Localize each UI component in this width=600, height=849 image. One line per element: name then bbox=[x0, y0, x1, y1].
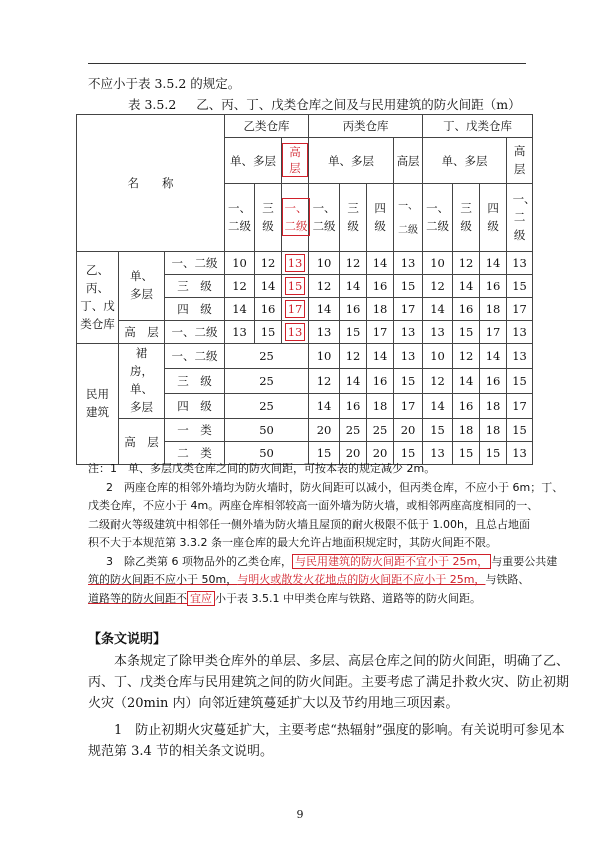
table-cell: 12 bbox=[453, 252, 480, 275]
table-cell: 12 bbox=[340, 252, 367, 275]
table-cell: 16 bbox=[480, 275, 507, 298]
bing-high-grade-header: 一、二级 bbox=[394, 184, 423, 252]
highlight-edit: 宜应 bbox=[187, 591, 215, 606]
table-cell: 15 bbox=[394, 369, 423, 394]
table-cell: 14 bbox=[367, 252, 394, 275]
table-cell: 14 bbox=[309, 298, 340, 321]
yi-high-header: 高层 bbox=[282, 138, 309, 184]
table-cell: 13 bbox=[507, 321, 533, 344]
table-cell: 18 bbox=[480, 298, 507, 321]
row-label: 一 类 bbox=[165, 419, 225, 442]
yi-high-grade-header: 一、二级 bbox=[282, 184, 309, 252]
yi-high-label: 高 层 bbox=[119, 321, 165, 344]
min-category-label: 民用建筑 bbox=[77, 344, 119, 465]
table-notes bbox=[88, 460, 564, 608]
bing-high-header: 高层 bbox=[394, 138, 423, 184]
table-cell: 16 bbox=[453, 298, 480, 321]
table-cell: 25 bbox=[225, 369, 309, 394]
table-cell: 13 bbox=[394, 252, 423, 275]
note-1: 注：1 单、多层戊类仓库之间的防火间距，可按本表的规定减少 2m。 bbox=[88, 462, 436, 475]
ding-high-header: 高层 bbox=[507, 138, 533, 184]
table-cell: 14 bbox=[423, 298, 453, 321]
bing-grade12-header: 一、二级 bbox=[309, 184, 340, 252]
name-header-cell: 名 称 bbox=[77, 115, 225, 252]
row-label: 一、二级 bbox=[165, 321, 225, 344]
table-cell: 14 bbox=[340, 275, 367, 298]
table-cell: 14 bbox=[309, 394, 340, 419]
table-cell: 20 bbox=[394, 419, 423, 442]
table-cell: 13 bbox=[507, 344, 533, 369]
table-cell: 25 bbox=[340, 419, 367, 442]
table-cell: 17 bbox=[507, 394, 533, 419]
table-cell: 13 bbox=[225, 321, 255, 344]
row-label: 三 级 bbox=[165, 275, 225, 298]
table-cell: 14 bbox=[423, 394, 453, 419]
table-cell: 12 bbox=[255, 252, 282, 275]
table-cell: 15 bbox=[423, 419, 453, 442]
row-label: 一、二级 bbox=[165, 344, 225, 369]
table-cell: 13 bbox=[394, 321, 423, 344]
table-cell: 12 bbox=[309, 369, 340, 394]
table-cell: 10 bbox=[423, 344, 453, 369]
table-cell: 16 bbox=[453, 394, 480, 419]
table-title: 乙、丙、丁、戊类仓库之间及与民用建筑的防火间距（m） bbox=[196, 97, 521, 112]
table-cell-highlighted: 15 bbox=[282, 275, 309, 298]
table-cell: 15 bbox=[394, 442, 423, 465]
table-cell: 14 bbox=[480, 252, 507, 275]
row-label: 四 级 bbox=[165, 394, 225, 419]
table-cell: 15 bbox=[453, 442, 480, 465]
table-cell: 16 bbox=[340, 394, 367, 419]
table-cell: 17 bbox=[480, 321, 507, 344]
table-cell: 16 bbox=[367, 369, 394, 394]
table-cell: 17 bbox=[394, 394, 423, 419]
bing-grade4-header: 四级 bbox=[367, 184, 394, 252]
table-cell: 14 bbox=[255, 275, 282, 298]
table-cell: 10 bbox=[309, 344, 340, 369]
fire-distance-table bbox=[76, 114, 536, 465]
table-cell: 15 bbox=[453, 321, 480, 344]
table-cell: 18 bbox=[480, 419, 507, 442]
table-cell: 25 bbox=[367, 419, 394, 442]
table-cell: 16 bbox=[480, 369, 507, 394]
table-cell: 10 bbox=[225, 252, 255, 275]
table-cell: 14 bbox=[453, 275, 480, 298]
table-cell: 50 bbox=[225, 419, 309, 442]
explanation-paragraph-2: 1 防止初期火灾蔓延扩大，主要考虑“热辐射”强度的影响。有关说明可参见本 规范第 3.4 节的相关条文说明。 bbox=[88, 723, 565, 759]
row-label: 二 类 bbox=[165, 442, 225, 465]
table-cell: 12 bbox=[423, 369, 453, 394]
table-cell: 16 bbox=[340, 298, 367, 321]
section-heading: 【条文说明】 bbox=[88, 632, 167, 647]
table-cell: 13 bbox=[423, 321, 453, 344]
yi-grade12-header: 一、二级 bbox=[225, 184, 255, 252]
highlight-edit: 与民用建筑的防火间距不宜小于 25m， bbox=[292, 554, 491, 569]
table-cell: 15 bbox=[507, 369, 533, 394]
note-2-line-4: 积不大于本规范第 3.3.2 条一座仓库的最大允许占地面积规定时，其防火间距不限。 bbox=[88, 536, 497, 549]
note-3-line-2: 筑的防火间距不应小于 50m，与明火或散发火花地点的防火间距不应小于 25m，与铁路、 bbox=[88, 573, 530, 586]
table-cell: 15 bbox=[394, 275, 423, 298]
table-cell: 13 bbox=[423, 442, 453, 465]
group-yi: 乙类仓库 bbox=[225, 115, 309, 138]
table-cell: 14 bbox=[340, 369, 367, 394]
ding-grade4-header: 四级 bbox=[480, 184, 507, 252]
explanation-paragraph-1: 本条规定了除甲类仓库外的单层、多层、高层仓库之间的防火间距，明确了乙、 丙、丁、戊类仓库与民用建筑之间的防火间距。主要考虑了满足扑救火灾、防止初期 火灾（20min 内）向邻近建筑蔓延扩大以及节约用地三项因素。 bbox=[88, 654, 570, 711]
table-cell: 12 bbox=[309, 275, 340, 298]
note-2-line-3: 二级耐火等级建筑中相邻任一侧外墙为防火墙且屋顶的耐火极限不低于 1.00h，且总占地面 bbox=[88, 517, 530, 531]
bing-grade3-header: 三级 bbox=[340, 184, 367, 252]
yi-grade3-header: 三级 bbox=[255, 184, 282, 252]
table-cell: 17 bbox=[367, 321, 394, 344]
table-cell: 18 bbox=[367, 394, 394, 419]
table-cell: 25 bbox=[225, 394, 309, 419]
table-cell: 16 bbox=[367, 275, 394, 298]
yi-multi-label: 单、多层 bbox=[119, 252, 165, 321]
table-cell: 17 bbox=[507, 298, 533, 321]
row-label: 一、二级 bbox=[165, 252, 225, 275]
ding-grade3-header: 三级 bbox=[453, 184, 480, 252]
table-cell: 10 bbox=[309, 252, 340, 275]
table-cell: 15 bbox=[507, 419, 533, 442]
intro-line: 不应小于表 3.5.2 的规定。 bbox=[88, 76, 241, 91]
table-cell: 10 bbox=[423, 252, 453, 275]
table-cell: 12 bbox=[225, 275, 255, 298]
table-cell: 18 bbox=[453, 419, 480, 442]
table-cell: 15 bbox=[340, 321, 367, 344]
table-cell: 14 bbox=[225, 298, 255, 321]
ding-multi-header: 单、多层 bbox=[423, 138, 507, 184]
table-cell-highlighted: 13 bbox=[282, 321, 309, 344]
table-caption bbox=[128, 95, 537, 113]
min-multi-label: 裙房，单、多层 bbox=[119, 344, 165, 419]
table-cell: 20 bbox=[340, 442, 367, 465]
table-cell: 14 bbox=[480, 344, 507, 369]
table-cell: 18 bbox=[480, 394, 507, 419]
table-cell: 18 bbox=[367, 298, 394, 321]
min-high-label: 高 层 bbox=[119, 419, 165, 465]
table-cell: 15 bbox=[255, 321, 282, 344]
table-cell: 17 bbox=[394, 298, 423, 321]
table-cell: 13 bbox=[507, 252, 533, 275]
header-rule bbox=[88, 63, 526, 64]
row-label: 三 级 bbox=[165, 369, 225, 394]
highlight-edit: 与明火或散发火花地点的防火间距不应小于 25m， bbox=[237, 573, 486, 586]
ding-grade12-header: 一、二级 bbox=[423, 184, 453, 252]
table-cell: 20 bbox=[367, 442, 394, 465]
table-cell: 50 bbox=[225, 442, 309, 465]
group-bing: 丙类仓库 bbox=[309, 115, 423, 138]
table-cell: 25 bbox=[225, 344, 309, 369]
ding-high-grade-header: 一、二级 bbox=[507, 184, 533, 252]
row-label: 四 级 bbox=[165, 298, 225, 321]
yi-category-label: 乙、丙、丁、戊类仓库 bbox=[77, 252, 119, 344]
table-cell: 20 bbox=[309, 419, 340, 442]
table-cell: 12 bbox=[423, 275, 453, 298]
table-cell: 13 bbox=[394, 344, 423, 369]
table-cell: 13 bbox=[507, 442, 533, 465]
table-cell: 12 bbox=[340, 344, 367, 369]
table-cell: 13 bbox=[309, 321, 340, 344]
page-number: 9 bbox=[296, 808, 304, 821]
note-2-line-2: 戊类仓库，不应小于 4m。两座仓库相邻较高一面外墙为防火墙，或相邻两座高度相同的一、 bbox=[88, 499, 539, 512]
note-2-line-1: 2 两座仓库的相邻外墙均为防火墙时，防火间距可以减小，但丙类仓库，不应小于 6m；丁、 bbox=[106, 480, 564, 494]
note-3-line-3: 道路等的防火间距不 宜应 小于表 3.5.1 中甲类仓库与铁路、道路等的防火间距。 bbox=[88, 591, 481, 605]
table-number: 表 3.5.2 bbox=[128, 97, 177, 112]
bing-multi-header: 单、多层 bbox=[309, 138, 394, 184]
note-3-line-1: 3 除乙类第 6 项物品外的乙类仓库， 与民用建筑的防火间距不宜小于 25m， 与重要公共建 bbox=[106, 554, 558, 568]
table-cell: 15 bbox=[309, 442, 340, 465]
table-cell: 14 bbox=[453, 369, 480, 394]
table-cell-highlighted: 17 bbox=[282, 298, 309, 321]
yi-multi-header: 单、多层 bbox=[225, 138, 282, 184]
table-cell: 15 bbox=[480, 442, 507, 465]
table-cell: 12 bbox=[453, 344, 480, 369]
table-cell-highlighted: 13 bbox=[282, 252, 309, 275]
table-cell: 14 bbox=[367, 344, 394, 369]
table-cell: 15 bbox=[507, 275, 533, 298]
table-cell: 16 bbox=[255, 298, 282, 321]
group-ding: 丁、戊类仓库 bbox=[423, 115, 533, 138]
